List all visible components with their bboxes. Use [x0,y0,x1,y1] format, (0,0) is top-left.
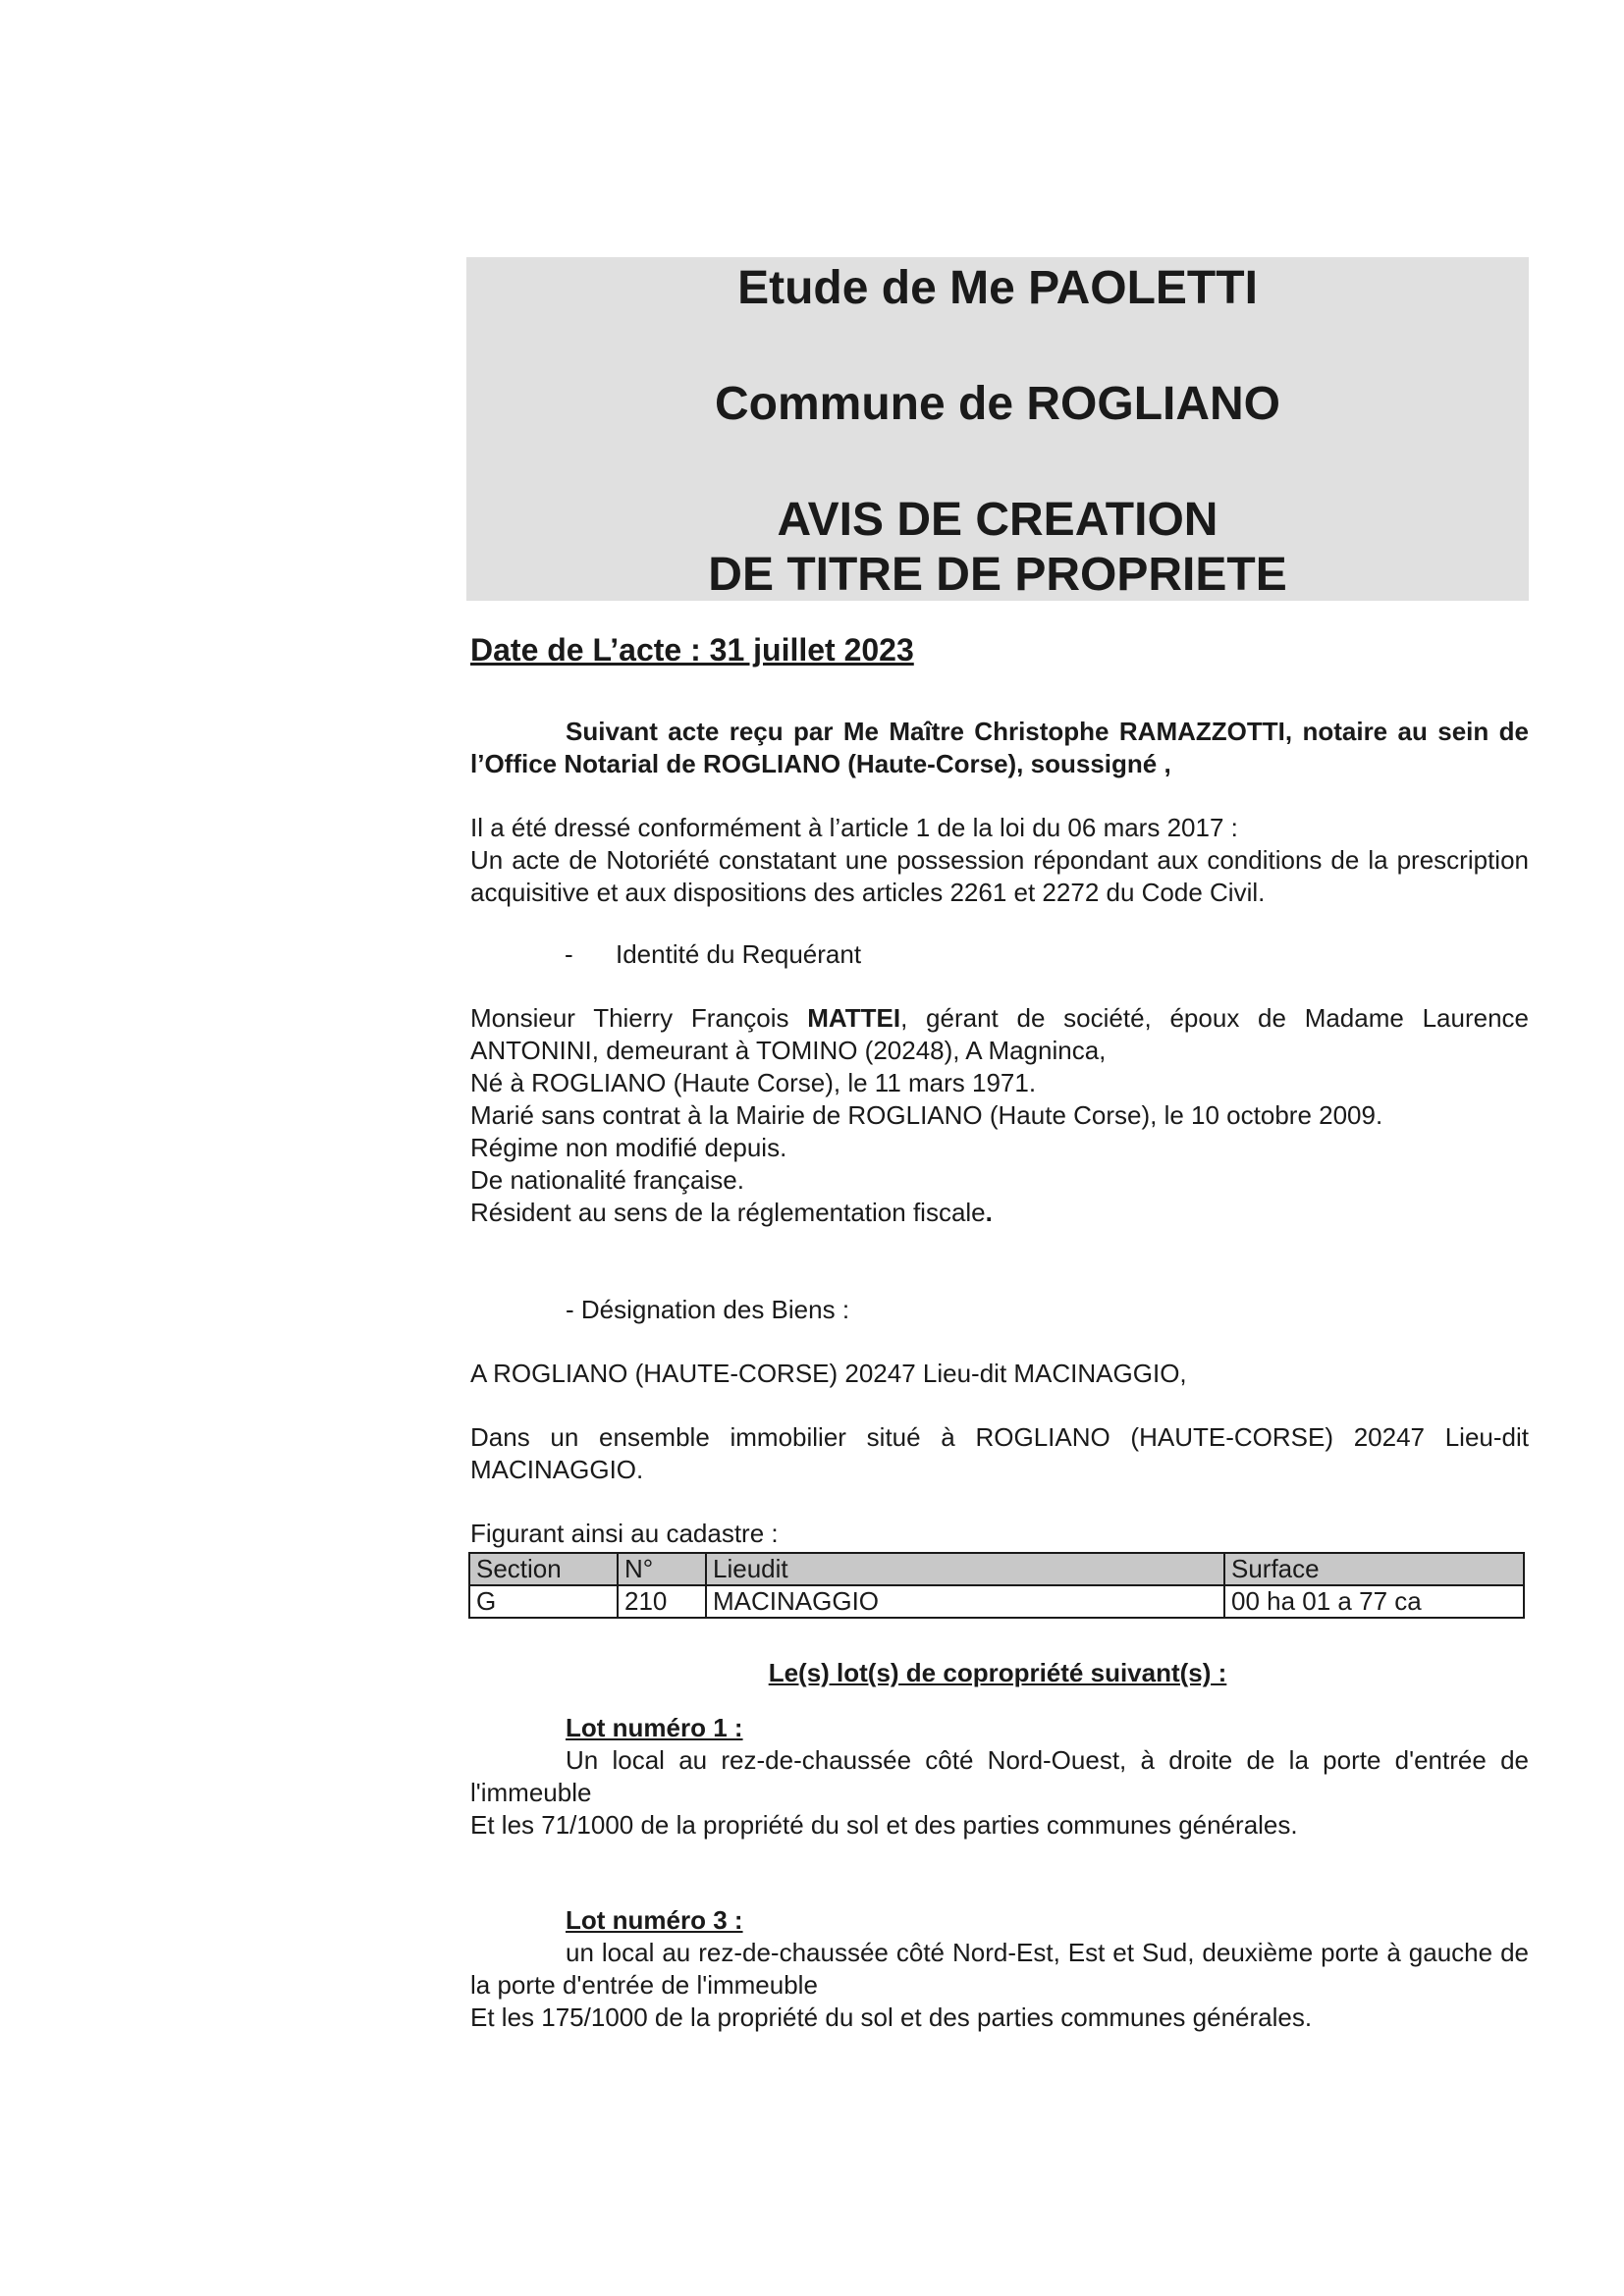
header-box [466,257,1529,601]
commune-title: Commune de ROGLIANO [714,378,1281,430]
regime-line: Régime non modifié depuis. [470,1133,787,1162]
lot-3 [466,1904,1529,2034]
cadastre-label: Figurant ainsi au cadastre : [470,1519,779,1548]
lot-share: Et les 175/1000 de la propriété du sol et des parties communes générales. [470,2002,1313,2032]
identity-details: , gérant de société, époux de Madame Laurence ANTONINI, demeurant à TOMINO (20248), A Magninca, [470,1003,1529,1065]
identity-surname: MATTEI [807,1003,901,1033]
article-block [466,812,1529,909]
document-page [466,257,1529,2034]
biens-heading: - Désignation des Biens : [566,1295,850,1324]
residence-text: Résident au sens de la réglementation fiscale [470,1198,986,1227]
col-surface: Surface [1224,1553,1524,1585]
bullet-dash: - [565,939,573,969]
identity-heading-label: Identité du Requérant [616,939,862,969]
col-lieudit: Lieudit [706,1553,1224,1585]
residence-line [466,1197,1529,1229]
cell-number: 210 [618,1585,706,1618]
identity-block [466,1002,1529,1229]
residence-period: . [985,1198,993,1227]
lot-description: un local au rez-de-chaussée côté Nord-Est, Est et Sud, deuxième porte à gauche de la porte d'entrée de l'immeuble [470,1938,1529,2000]
article-line: Il a été dressé conformément à l’article 1 de la loi du 06 mars 2017 : [470,813,1238,842]
biens-location: A ROGLIANO (HAUTE-CORSE) 20247 Lieu-dit MACINAGGIO, [470,1359,1187,1388]
nationality-line: De nationalité française. [470,1165,744,1195]
identity-heading [466,938,1529,971]
intro-paragraph: Suivant acte reçu par Me Maître Christophe RAMAZZOTTI, notaire au sein de l’Office Notarial de ROGLIANO (Haute-Corse), soussigné , [470,717,1529,778]
col-section: Section [469,1553,618,1585]
lots-title: Le(s) lot(s) de copropriété suivant(s) : [768,1658,1227,1687]
notice-title-line2: DE TITRE DE PROPRIETE [708,549,1287,601]
lot-label: Lot numéro 3 : [566,1905,743,1935]
biens-ensemble: Dans un ensemble immobilier situé à ROGLIANO (HAUTE-CORSE) 20247 Lieu-dit MACINAGGIO. [470,1422,1529,1484]
cell-surface: 00 ha 01 a 77 ca [1224,1585,1524,1618]
cadastre-table [468,1552,1525,1619]
table-row [469,1585,1524,1618]
identity-name-prefix: Monsieur Thierry François [470,1003,808,1033]
col-number: N° [618,1553,706,1585]
notice-title-line1: AVIS DE CREATION [777,494,1218,546]
cell-lieudit: MACINAGGIO [706,1585,1224,1618]
lot-description: Un local au rez-de-chaussée côté Nord-Ouest, à droite de la porte d'entrée de l'immeuble [470,1745,1529,1807]
lot-1 [466,1712,1529,1842]
marriage-line: Marié sans contrat à la Mairie de ROGLIANO (Haute Corse), le 10 octobre 2009. [470,1100,1383,1130]
cadastre-header-row [469,1553,1524,1585]
act-date: Date de L’acte : 31 juillet 2023 [470,632,914,667]
cell-section: G [469,1585,618,1618]
identity-paragraph [466,1002,1529,1067]
notoriety-paragraph: Un acte de Notoriété constatant une possession répondant aux conditions de la prescription acquisitive et aux dispositions des articles 2261 et 2272 du Code Civil. [470,845,1529,907]
birth-line: Né à ROGLIANO (Haute Corse), le 11 mars 1971. [470,1068,1037,1097]
study-title: Etude de Me PAOLETTI [737,262,1258,314]
lot-share: Et les 71/1000 de la propriété du sol et des parties communes générales. [470,1810,1298,1840]
lot-label: Lot numéro 1 : [566,1713,743,1742]
